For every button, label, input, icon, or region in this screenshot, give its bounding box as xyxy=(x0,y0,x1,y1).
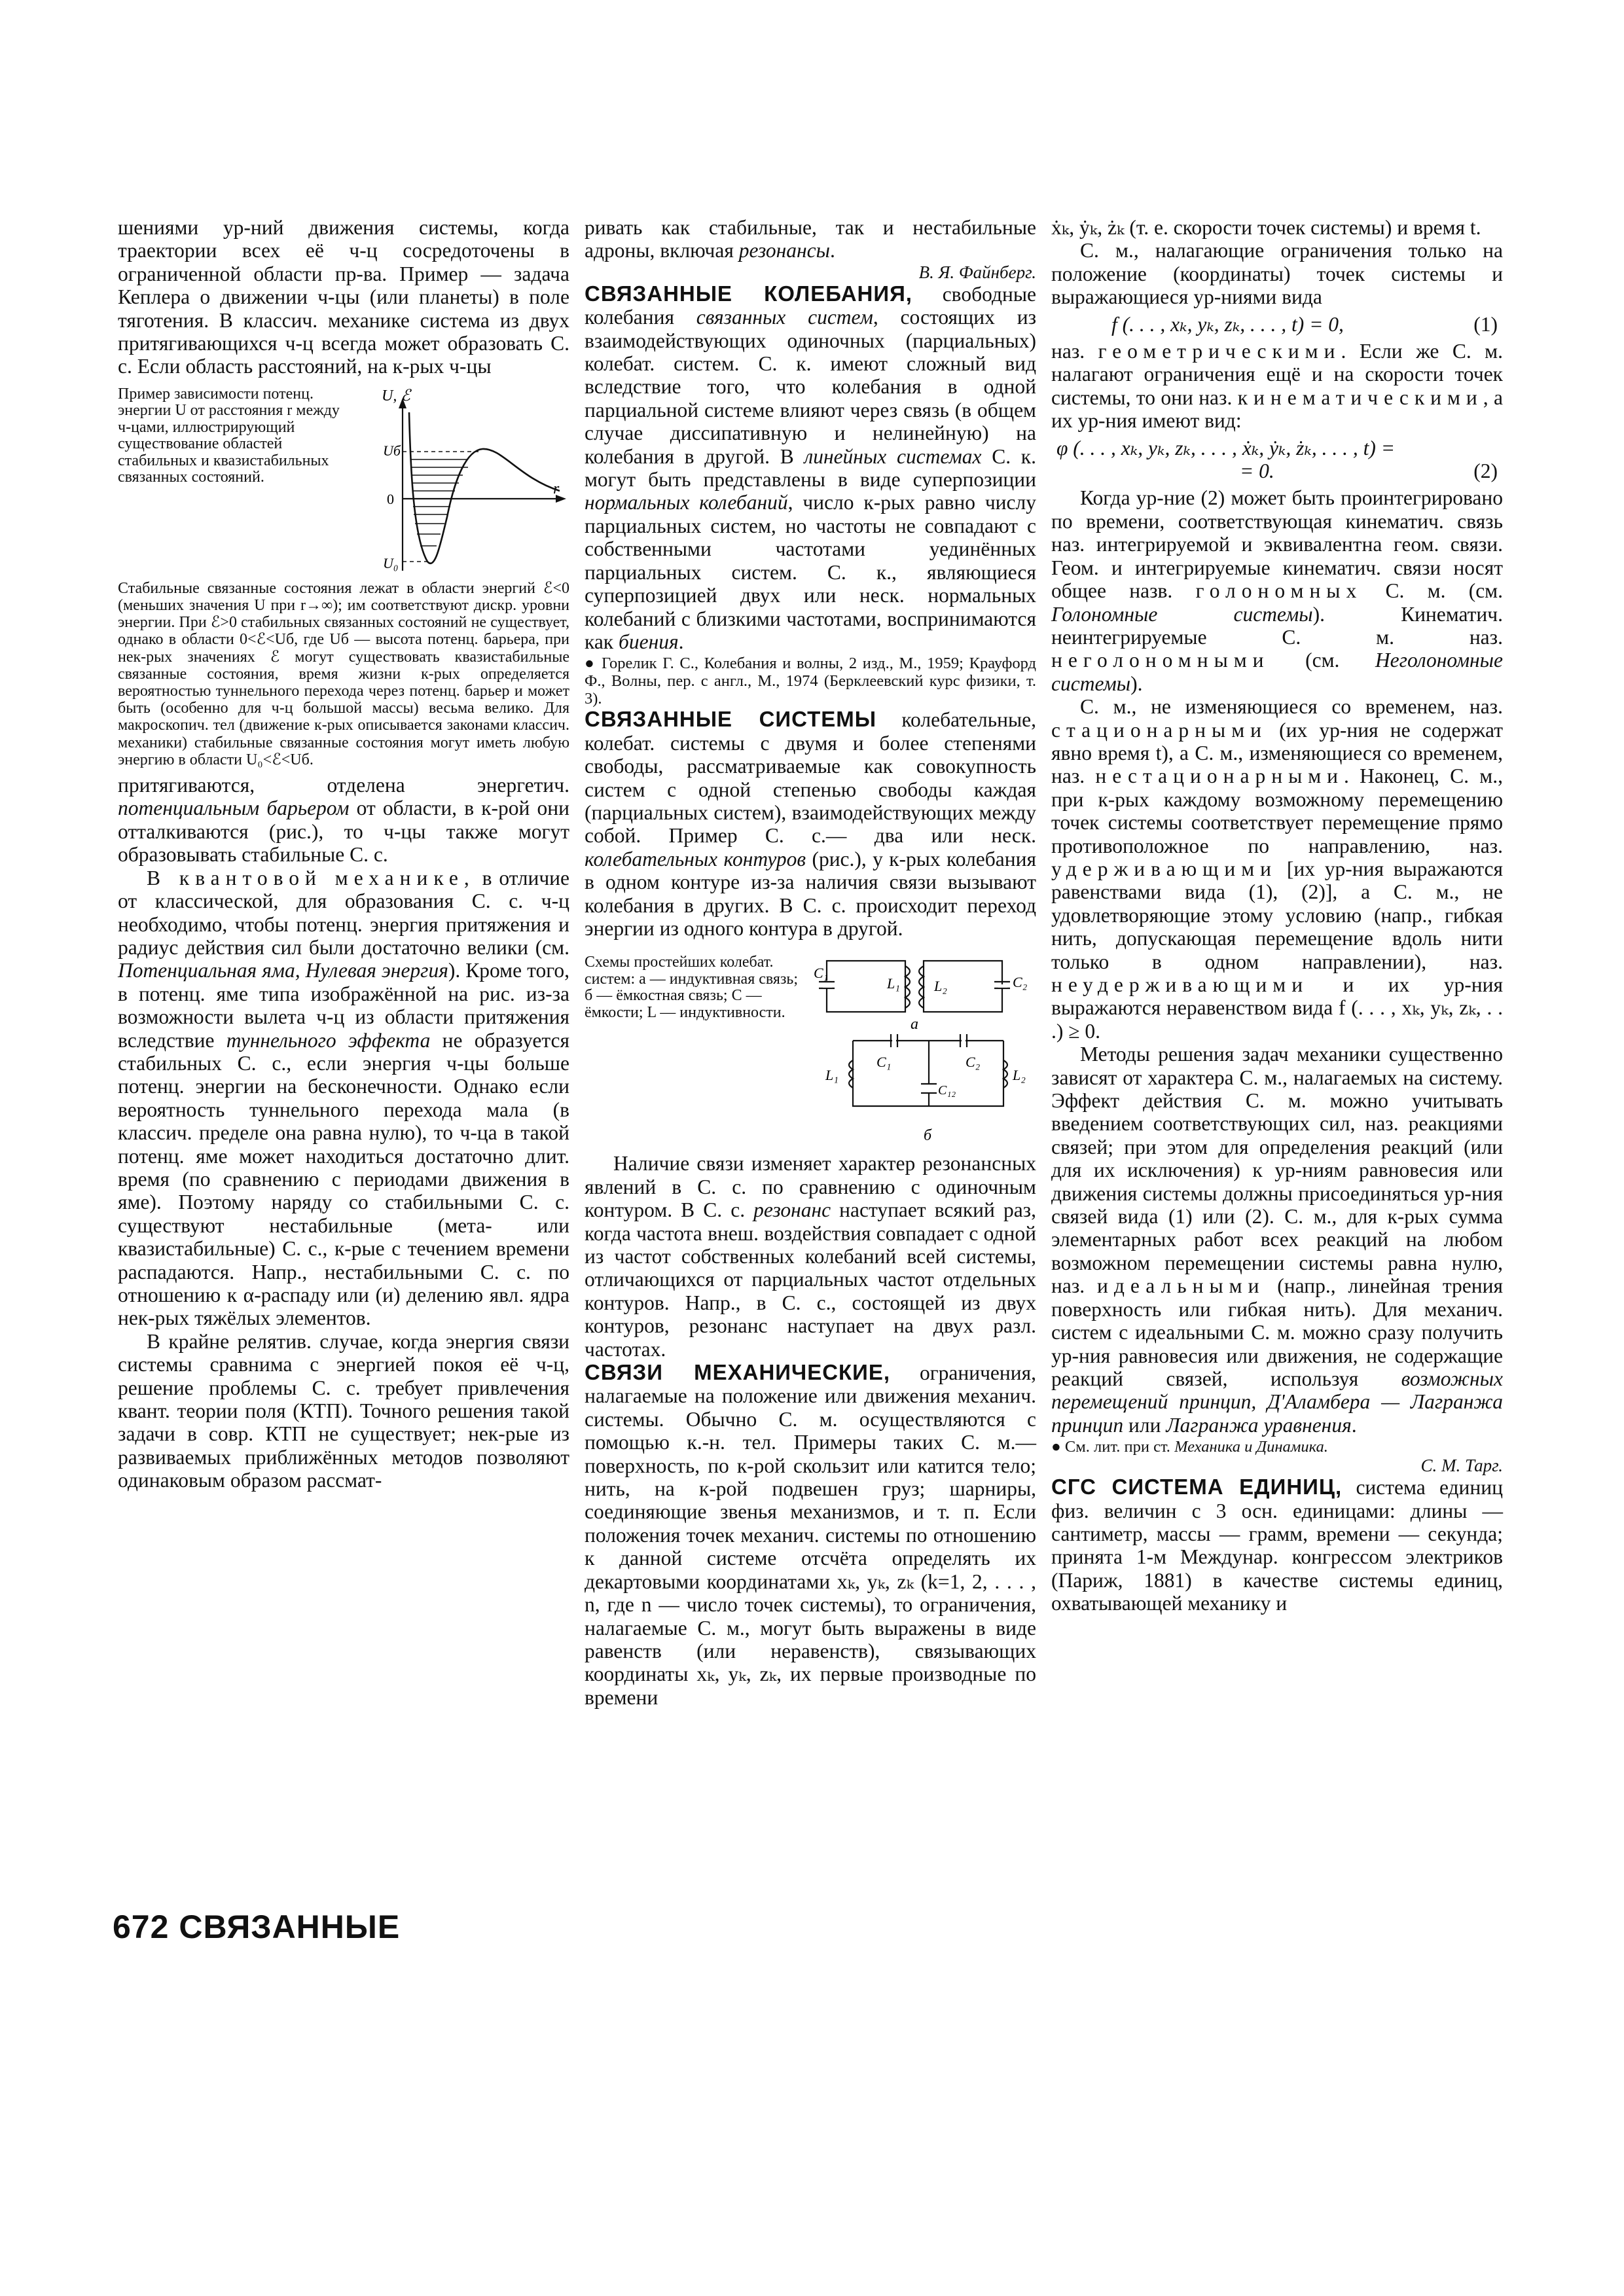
entry-mechanical-constraints: СВЯЗИ МЕХАНИЧЕСКИЕ, ограничения, налагаемые на положение или движения механич. системы. Обычно С. м. осуществляются с помощью к.-н. тел. Примеры таких С. м.— поверхность, по к-рой скользит или катится тело; нить, на к-рой подвешен груз; шарниры, соединяющие звенья механизмов, и т. п. Если положения точек механич. системы по отношению к данной системе отсчёта определять их декартовыми координатами xₖ, yₖ, zₖ (k=1, 2, . . . , n, где n — число точек системы), то ограничения, налагаемые С. м., могут быть выражены в виде равенств (или неравенств), связывающих координаты xₖ, yₖ, zₖ, их первые производные по времени xyxy=(585,1360,1036,1709)
headword: СВЯЗАННЫЕ СИСТЕМЫ xyxy=(585,707,877,732)
author-signature: В. Я. Файнберг. xyxy=(918,262,1036,282)
page-number: 672 xyxy=(113,1909,170,1945)
running-head: СВЯЗАННЫЕ xyxy=(179,1909,401,1945)
c1-label: C₁ xyxy=(814,965,829,982)
potential-energy-figure xyxy=(118,386,569,576)
circuit-b xyxy=(849,1034,1007,1106)
figure-caption: Пример зависимости потенц. энергии U от расстояния r между ч-цами, иллюстрирующий существование областей стабильных и квазистабильных связанных состояний. xyxy=(118,385,340,486)
paragraph: наз. геометрическими. Если же С. м. налагают ограничения ещё и на скорости точек системы, то они наз. кинематическими, а их ур-ния имеют вид: xyxy=(1051,340,1503,433)
c1b-label: C₁ xyxy=(876,1054,892,1071)
headword: СВЯЗИ МЕХАНИЧЕСКИЕ, xyxy=(585,1360,891,1385)
headword: СГС СИСТЕМА ЕДИНИЦ, xyxy=(1051,1475,1343,1499)
paragraph: В крайне релятив. случае, когда энергия связи системы сравнима с энергией покоя её ч-ц, решение проблемы С. с. требует привлечения квант. теории поля (КТП). Точного решения такой задачи в совр. КТП не существует; нек-рые из развиваемых приближённых методов позволяют одинаковым образом рассмат- xyxy=(118,1329,569,1492)
label-a: а xyxy=(911,1016,918,1033)
literature: ● См. лит. при ст. Механика и Динамика. xyxy=(1051,1438,1328,1456)
circuit-diagrams xyxy=(814,949,1036,1145)
l2b-label: L₂ xyxy=(1013,1067,1026,1084)
paragraph: ẋₖ, ẏₖ, żₖ (т. е. скорости точек системы) и время t. xyxy=(1051,216,1481,239)
paragraph: В квантовой механике, в отличие от классической, для образования С. с. ч-ц необходимо, чтобы потенц. энергия притяжения и радиус действия сил были достаточно велики (см. Потенциальная яма, Нулевая энергия). Кроме того, в потенц. яме типа изображённой на рис. из-за возможности вылета ч-ц из области притяжения вследствие туннельного эффекта не образуется стабильных С. с., если энергия ч-цы больше потенц. энергии на бесконечности. Однако если вероятность туннельного перехода мала (в классич. пределе она равна нулю), то ч-ца в такой потенц. яме может находиться достаточно длит. время (по сравнению с периодами движения в яме). Поэтому наряду со стабильными С. с. существуют нестабильные (мета- или квазистабильные) С. с., к-рые с течением времени распадаются. Напр., нестабильными С. с. по отношению к α-распаду или (и) делению явл. ядра нек-рых тяжёлых элементов. xyxy=(118,866,569,1330)
author-signature: С. М. Тарг. xyxy=(1420,1456,1503,1476)
potential-energy-chart xyxy=(357,386,569,576)
entry-cgs-system: СГС СИСТЕМА ЕДИНИЦ, система единиц физ. величин с 3 осн. единицами: длины — сантиметр, массы — грамм, времени — секунда; принята 1-м Междунар. конгрессом электриков (Париж, 1881) в качестве системы единиц, охватывающей механику и xyxy=(1051,1475,1503,1615)
headword: СВЯЗАННЫЕ КОЛЕБАНИЯ, xyxy=(585,281,912,306)
paragraph: ривать как стабильные, так и нестабильные адроны, включая резонансы. xyxy=(585,216,1036,262)
circuit-a xyxy=(819,961,1010,1012)
column-1 xyxy=(118,216,569,1492)
l1-label: L₁ xyxy=(887,975,900,992)
entry-coupled-oscillations: СВЯЗАННЫЕ КОЛЕБАНИЯ, свободные колебания связанных систем, состоящих из взаимодействующих одиночных (парциальных) колебат. систем. С. к. имеют сложный вид вследствие того, что колебания в одной парциальной системе влияют через связь (в общем случае диссипативную и нелинейную) на колебания в другой. В линейных системах С. к. могут быть представлены в виде суперпозиции нормальных колебаний, число к-рых равно числу парциальных систем, но частоты не совпадают с собственными частотами уединённых парциальных систем. С. к., являющиеся суперпозицией двух или неск. нормальных колебаний с близкими частотами, воспринимаются как биения. xyxy=(585,281,1037,653)
potential-curve xyxy=(409,412,560,564)
paragraph: шениями ур-ний движения системы, когда траектории всех её ч-ц сосредоточены в ограниченной области пр-ва. Пример — задача Кеплера о движении ч-цы (или планеты) в поле тяготения. В классич. механике система из двух притягивающихся ч-ц всегда может образовать С. с. Если область расстояний, на к-рых ч-цы xyxy=(118,216,569,378)
paragraph: притягиваются, отделена энергетич. потенциальным барьером от области, в к-рой они отталкиваются (рис.), то ч-цы также могут образовывать стабильные С. с. xyxy=(118,774,569,867)
column-2 xyxy=(585,216,1036,1709)
min-level-label: U₀ xyxy=(383,554,399,571)
y-axis-label: U, ℰ xyxy=(382,387,410,404)
equation-2: φ (. . . , xₖ, yₖ, zₖ, . . . , ẋₖ, ẏₖ, żₖ, . . . , t) = = 0. (2) xyxy=(1056,436,1498,483)
barrier-level-label: Uб xyxy=(383,442,401,459)
page-folio xyxy=(113,1908,400,1946)
l1b-label: L₁ xyxy=(825,1067,839,1084)
c2b-label: C₂ xyxy=(965,1054,981,1071)
l2-label: L₂ xyxy=(934,978,947,995)
c12-label: C₁₂ xyxy=(938,1083,956,1098)
figure-caption: Схемы простейших колебат. систем: а — индуктивная связь; б — ёмкостная связь; С — ёмкости; L — индуктивности. xyxy=(585,954,799,1021)
column-3 xyxy=(1051,216,1503,1615)
figure-note: Стабильные связанные состояния лежат в области энергий ℰ<0 (меньших значения U при r→∞); им соответствуют дискр. уровни энергии. При ℰ>0 стабильных связанных состояний не существует, однако в области 0<ℰ<Uб, где Uб — высота потенц. барьера, при нек-рых значениях ℰ могут существовать квазистабильные связанные состояния, время жизни к-рых определяется вероятностью туннельного перехода через потенц. барьер и может быть (особенно для ч-ц большой массы) весьма велико. Для макроскопич. тел (движение к-рых описывается законами классич. механики) стабильные связанные состояния могут иметь любую энергию в области U₀<ℰ<Uб. xyxy=(118,579,569,768)
x-axis-label: r xyxy=(553,480,560,497)
paragraph: Наличие связи изменяет характер резонансных явлений в С. с. по сравнению с одиночным контуром. В С. с. резонанс наступает всякий раз, когда частота внеш. воздействия совпадает с одной из частот собственных колебаний всей системы, отличающихся от парциальных частот отдельных контуров. Напр., в С. с., состоящей из двух контуров, резонанс наступает на двух разл. частотах. xyxy=(585,1152,1037,1361)
zero-label: 0 xyxy=(387,490,394,507)
paragraph: Когда ур-ние (2) может быть проинтегрировано по времени, соответствующая кинематич. связь наз. интегрируемой и эквивалентна геом. связи. Геом. и интегрируемые кинематич. связи носят общее назв. голономных С. м. (см. Голономные системы). Кинематич. неинтегрируемые С. м. наз. неголономными (см. Неголономные системы). xyxy=(1051,486,1503,695)
paragraph: Методы решения задач механики существенно зависят от характера С. м., налагаемых на систему. Эффект действия С. м. можно учитывать введением соответствующих сил, наз. реакциями связей; при этом для определения реакций (или для их исключения) к ур-ниям равновесия или движения системы должны присоединяться ур-ния связей вида (1) или (2). С. м., для к-рых сумма элементарных работ всех реакций на любом возможном перемещении системы равна нулю, наз. идеальными (напр., линейная трения поверхность или гибкая нить). Для механич. систем с идеальными С. м. можно сразу получить ур-ния равновесия или движения, не содержащие реакций связей, используя возможных перемещений принцип, Д'Аламбера — Лагранжа принцип или Лагранжа уравнения. xyxy=(1051,1043,1503,1437)
literature: ● Горелик Г. С., Колебания и волны, 2 изд., М., 1959; Крауфорд Ф., Волны, пер. с англ., М., 1974 (Берклеевский курс физики, т. 3). xyxy=(585,655,1036,708)
circuits-figure xyxy=(585,949,1036,1145)
paragraph: С. м., налагающие ограничения только на положение (координаты) точек системы и выражающиеся ур-ниями вида xyxy=(1051,239,1503,309)
equation-1: f (. . . , xₖ, yₖ, zₖ, . . . , t) = 0, (1) xyxy=(1111,312,1498,336)
entry-coupled-systems: СВЯЗАННЫЕ СИСТЕМЫ колебательные, колебат. системы с двумя и более степенями свободы, рассматриваемые как совокупность систем с одной степенью свободы каждая (парциальных систем), взаимодействующих между собой. Пример С. с.— два или неск. колебательных контуров (рис.), у к-рых колебания в одном контуре из-за наличия связи вызывают колебания в других. В С. с. происходит переход энергии из одного контура в другой. xyxy=(585,707,1036,940)
label-b: б xyxy=(924,1127,932,1145)
c2-label: C₂ xyxy=(1013,974,1028,991)
paragraph: С. м., не изменяющиеся со временем, наз. стационарными (их ур-ния не содержат явно время t), а С. м., изменяющиеся со временем, наз. нестационарными. Наконец, С. м., при к-рых каждому возможному перемещению точек системы соответствует перемещение прямо противоположное по направлению, наз. удерживающими [их ур-ния выражаются равенствами вида (1), (2)], а С. м., не удовлетворяющие этому условию (напр., гибкая нить, допускающая перемещение вдоль нити только в одном направлении), наз. неудерживающими и их ур-ния выражаются неравенством вида f (. . . , xₖ, yₖ, zₖ, . . .) ≥ 0. xyxy=(1051,695,1503,1043)
